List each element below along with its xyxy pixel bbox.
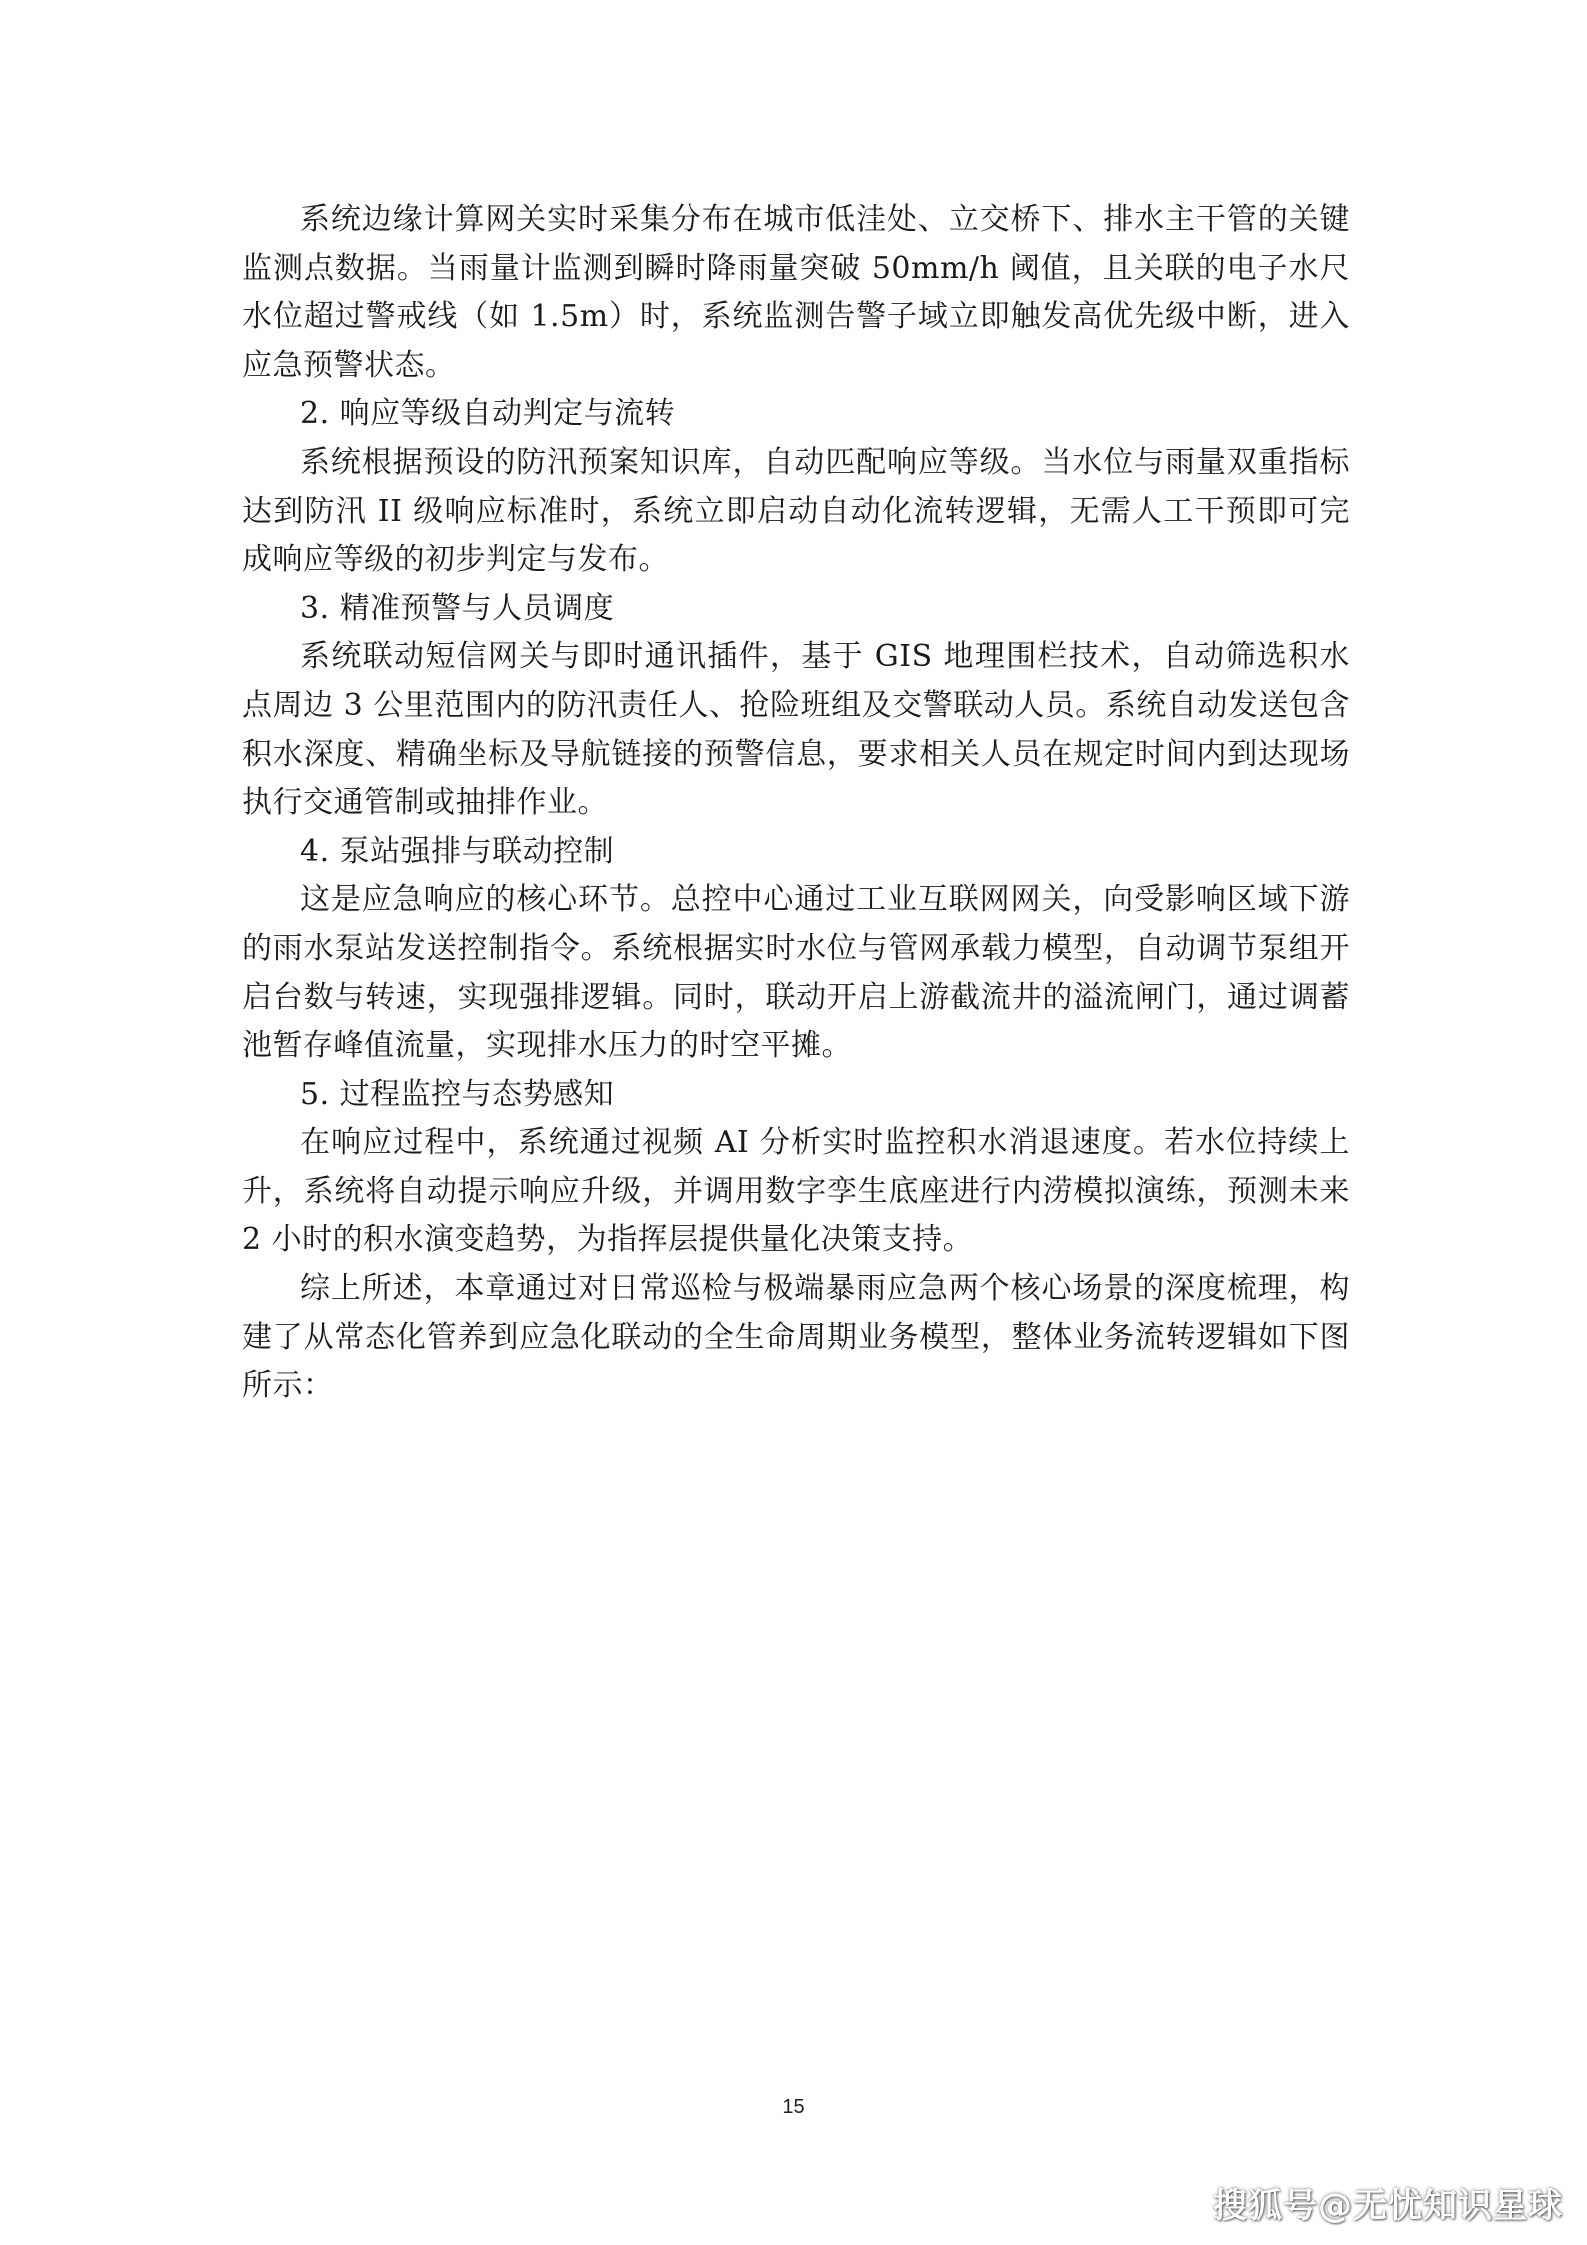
paragraph-process-monitoring: 在响应过程中，系统通过视频 AI 分析实时监控积水消退速度。若水位持续上升，系统将自动提示响应升级，并调用数字孪生底座进行内涝模拟演练，预测未来 2 小时的积水演变趋势，为指挥层提供量化决策支持。	[242, 1125, 1350, 1258]
paragraph-summary: 综上所述，本章通过对日常巡检与极端暴雨应急两个核心场景的深度梳理，构建了从常态化管养到应急化联动的全生命周期业务模型，整体业务流转逻辑如下图所示：	[242, 1271, 1350, 1404]
paragraph-warning-dispatch: 系统联动短信网关与即时通讯插件，基于 GIS 地理围栏技术，自动筛选积水点周边 3 公里范围内的防汛责任人、抢险班组及交警联动人员。系统自动发送包含积水深度、精确坐标及导航链接的预警信息，要求相关人员在规定时间内到达现场执行交通管制或抽排作业。	[242, 639, 1350, 821]
paragraph-pump-station: 这是应急响应的核心环节。总控中心通过工业互联网网关，向受影响区域下游的雨水泵站发送控制指令。系统根据实时水位与管网承载力模型，自动调节泵组开启台数与转速，实现强排逻辑。同时，联动开启上游截流井的溢流闸门，通过调蓄池暂存峰值流量，实现排水压力的时空平摊。	[242, 882, 1350, 1064]
page-number: 15	[782, 2096, 805, 2118]
paragraph-response-level: 系统根据预设的防汛预案知识库，自动匹配响应等级。当水位与雨量双重指标达到防汛 II 级响应标准时，系统立即启动自动化流转逻辑，无需人工干预即可完成响应等级的初步判定与发布。	[242, 444, 1350, 578]
paragraph-trigger-conditions: 系统边缘计算网关实时采集分布在城市低洼处、立交桥下、排水主干管的关键监测点数据。当雨量计监测到瞬时降雨量突破 50mm/h 阈值，且关联的电子水尺水位超过警戒线（如 1.5m）时，系统监测告警子域立即触发高优先级中断，进入应急预警状态。	[242, 202, 1350, 383]
document-body	[242, 196, 1350, 1411]
heading-pump-station: 4. 泵站强排与联动控制	[300, 833, 615, 869]
watermark: 搜狐号@无忧知识星球	[1213, 2186, 1563, 2226]
heading-process-monitoring: 5. 过程监控与态势感知	[300, 1076, 615, 1112]
heading-response-level: 2. 响应等级自动判定与流转	[300, 396, 676, 432]
heading-warning-dispatch: 3. 精准预警与人员调度	[300, 590, 615, 626]
